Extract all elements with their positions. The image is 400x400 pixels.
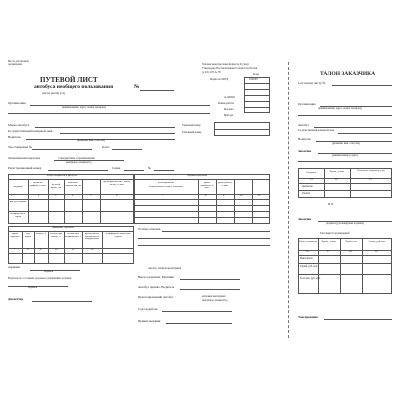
waybill-subtitle: автобуса необщего пользования (34, 84, 114, 90)
stub-probeg: Пробег, км (345, 240, 357, 243)
bus-brand-label: Марка автобуса (8, 123, 30, 127)
stub-num-13: 13 (310, 178, 313, 181)
stub-row-done: Выполнено (300, 257, 313, 260)
fuel-dispatcher: заправщик (8, 266, 20, 269)
driver-accept: Автобус принял. Водитель (138, 285, 175, 289)
org-label: Организация (8, 101, 26, 105)
handover-label: При возвращении автобус (138, 295, 174, 299)
stub-num-18: 18 (349, 250, 352, 253)
col-depart: время убытия, ч. мин. (217, 181, 233, 187)
col-num-9: 9 (223, 194, 225, 197)
license-hint: (ненужное зачеркнуть) (66, 161, 92, 164)
stub-to-sheet: к путевому листу № (298, 81, 326, 85)
col-num-7: 7 (162, 194, 164, 197)
mechanic-accept: Принял механик (138, 319, 161, 323)
brigade-label: Бригада (224, 114, 233, 117)
col-num-1: 1 (11, 194, 13, 197)
service-id-label: Удостоверение № (8, 145, 33, 149)
waybill-title: ПУТЕВОЙ ЛИСТ (40, 76, 98, 84)
form-ref-2: Утверждена Постановлением Госкомстата России (202, 67, 258, 70)
driver-label: Водитель (8, 135, 21, 139)
stub-taxer: Таксировщик (298, 315, 319, 319)
form-ref-3: от 28.11.97 № 78 (202, 71, 221, 74)
stub-col-speedo: Показание спидометра, км (357, 169, 385, 172)
stub-sum: Сумма, руб. коп. (368, 240, 386, 243)
stub-num-19: 19 (375, 250, 378, 253)
col-actual-time: время фактическое, число, месяц, ч. мин. (103, 180, 131, 186)
col-num-6: 6 (116, 194, 118, 197)
stub-driver: Водитель (298, 137, 311, 141)
number-sign: № (134, 84, 140, 90)
fuel-num-11: 11 (72, 248, 75, 251)
col-dispatch-hint: (наименование и адрес заказчика) (148, 185, 184, 188)
bus-check: Автобус технически исправен (148, 267, 182, 270)
fuel-code: код марки (24, 232, 32, 238)
stub-bus: Автобус (298, 123, 310, 127)
stub-plate: Государственный номерной знак (298, 129, 335, 132)
stub-row-tariff: Тариф, руб. коп. (300, 265, 318, 268)
fuel-num-7: 7 (14, 248, 16, 251)
stub-col-time: Время, ч. мин. (329, 170, 345, 173)
org-hint: (наименование, адрес, номер телефона) (62, 106, 106, 109)
waybill-sheet (2, 58, 398, 342)
stub-row-total: К оплате, руб. коп. (300, 277, 321, 280)
stub-row-depart: убытие (302, 192, 310, 195)
col-operation: операция (13, 185, 23, 188)
date-hint: (число) (месяц) (год) (42, 92, 66, 95)
task-section-title: Задание водителю (187, 174, 208, 177)
col-dispatch: в распоряжение (157, 181, 175, 184)
fuel-num-9: 9 (40, 248, 42, 251)
series-label: Серия (112, 166, 121, 170)
work-section-title: Работа водителя и автобуса (47, 174, 78, 177)
stub-num-15: 15 (369, 178, 372, 181)
fuel-num-8: 8 (27, 248, 29, 251)
row-exit: выезд из гаража (9, 200, 27, 203)
work-mode-label: Режим работы (218, 102, 234, 105)
col-num-5: 5 (90, 194, 92, 197)
handover-hint: (ненужное зачеркнуть) (202, 299, 228, 302)
stub-num-14: 14 (335, 178, 338, 181)
fuel-coeff: коэффициент изменения нормы (105, 232, 131, 238)
col-speedo: показание спидометра, км (65, 181, 81, 187)
stub-customer-sign: Заказчик (298, 217, 312, 221)
stub-sign-hint: (подпись) (расшифровка подписи) (326, 222, 364, 225)
okud-label: Форма по ОКУД (210, 78, 229, 81)
stub-filled-by: Заполняется организацией (320, 232, 350, 235)
okpo-label: по ОКПО (224, 96, 235, 99)
fuel-issued: выдано, л (36, 232, 46, 235)
handover-state: исправен неисправен (202, 295, 226, 298)
stub-row-arrive: прибытие (302, 185, 313, 188)
class-label: Класс (102, 145, 110, 149)
dispatcher-label: Диспетчер (8, 297, 24, 301)
stub-org: Организация (298, 102, 316, 106)
fuel-special: время работы специального оборудования (84, 232, 100, 241)
col-num-11: 11 (258, 194, 261, 197)
tabel-garage: Гаражный номер (182, 124, 201, 127)
mechanic-exit: Выезд разрешен. Механик (138, 275, 174, 279)
tabel-number: Табельный номер (182, 131, 202, 134)
medic-note: Водитель по состоянию здоровья к управлению допущен (8, 277, 72, 280)
col-zero-run: нулевой пробег, км (50, 183, 62, 189)
fuel-sign-hint: подпись (44, 270, 54, 273)
stub-time-hours: Время, ч. мин. (321, 240, 337, 243)
column-label: Колонна (224, 108, 234, 111)
fuel-rest-exit: остаток при выезде, л (49, 232, 63, 238)
stub-calc: Расчет стоимости (299, 240, 318, 243)
fuel-num-10: 10 (55, 248, 58, 251)
stub-title: ТАЛОН ЗАКАЗЧИКА (320, 71, 376, 77)
fuel-section-title: Движение горючего (52, 226, 75, 229)
reg-number-sign: № (148, 166, 152, 170)
fuel-brand: марка горючего (10, 232, 20, 238)
stub-num-17: 17 (327, 250, 330, 253)
stub-col-op: Операция (306, 171, 316, 174)
col-num-4: 4 (72, 194, 74, 197)
driver-pass: Сдал водитель (138, 307, 158, 311)
license-card-label: Лицензионная карточка (8, 156, 41, 160)
col-num-2: 2 (38, 194, 40, 197)
license-type: стандартная, ограниченная (58, 156, 95, 160)
medic-sign-hint: подпись (28, 286, 38, 289)
fuel-rest-return: остаток при возвращении, л (65, 232, 81, 238)
stamp-note: Место для штампа организации (8, 60, 29, 66)
col-arrive: время прибытия, ч. мин. (200, 181, 214, 190)
fuel-num-12: 12 (91, 248, 94, 251)
col-num-10: 10 (240, 194, 243, 197)
reg-number-label: Регистрационный номер (8, 166, 42, 170)
driver-hint: (фамилия, имя, отчество) (77, 139, 105, 142)
stub-mp: М.П. (328, 203, 334, 206)
okud-value: 0345007 (249, 78, 259, 81)
codes-label: Коды (253, 73, 259, 76)
stub-org-hint: (наименование, адрес, номер телефона) (318, 107, 362, 110)
form-ref-1: Типовая межотраслевая форма № 6 (спец) (202, 63, 249, 66)
special-notes: Особые отметки (138, 227, 161, 231)
col-num-3: 3 (55, 194, 57, 197)
stub-num-16: 16 (306, 250, 309, 253)
stub-driver-hint: (фамилия, имя, отчество) (332, 142, 360, 145)
row-return: возвращение в гараж (10, 212, 26, 218)
stub-customer: Заказчик (298, 149, 312, 153)
tear-line (288, 62, 289, 338)
col-schedule: время по графику, ч. мин. (29, 181, 47, 187)
col-num-8: 8 (205, 194, 207, 197)
state-plate-label: Государственный номерной знак (8, 129, 53, 133)
stub-customer-hint: (наименование и адрес) (332, 154, 359, 157)
